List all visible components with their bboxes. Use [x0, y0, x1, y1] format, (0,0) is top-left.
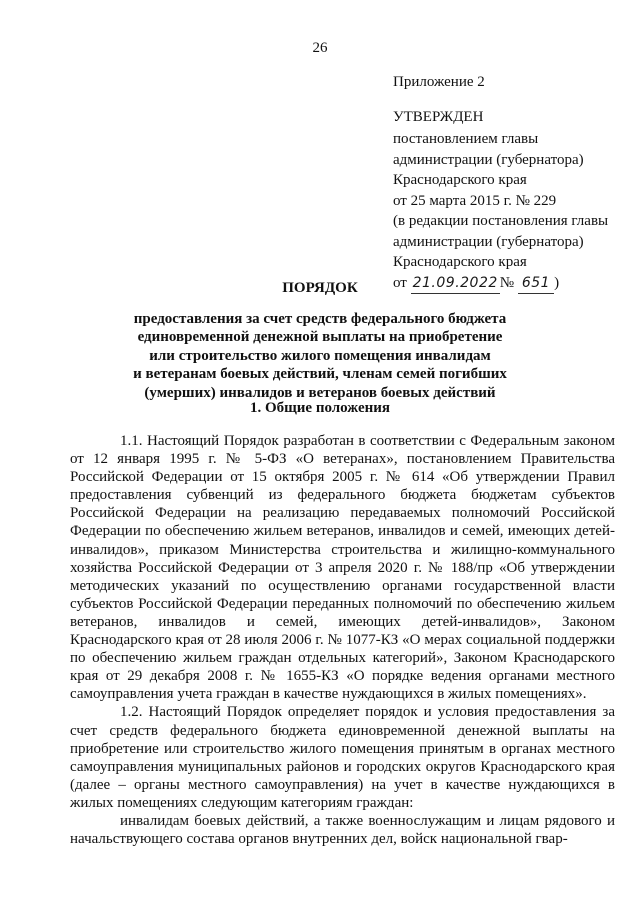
approval-block [393, 72, 608, 294]
body-text [70, 432, 615, 848]
approval-line: постановлением главы [393, 131, 539, 147]
approval-line: Краснодарского края [393, 254, 527, 270]
subtitle-line: или строительство жилого помещения инвалидам [149, 347, 491, 364]
paragraph: 1.2. Настоящий Порядок определяет порядок и условия предоставления за счет средств федерального бюджета единовременной денежной выплаты на приобретение или строительство жилого помещения принятым в органах местного самоуправления муниципальных районов и городских округов Краснодарского края (далее – органы местного самоуправления) на учет в качестве нуждающихся в жилых помещениях следующим категориям граждан: [70, 704, 615, 811]
approval-line: от 25 марта 2015 г. № 229 [393, 192, 557, 209]
approval-line: Краснодарского края [393, 172, 527, 188]
paragraph: инвалидам боевых действий, а также военнослужащим и лицам рядового и начальствующего состава органов внутренних дел, войск национальной гвар- [70, 812, 615, 848]
page-number: 26 [312, 40, 328, 56]
from-prefix: от [393, 274, 407, 291]
approval-line: администрации (губернатора) [393, 233, 584, 250]
document-title: ПОРЯДОК [282, 280, 358, 296]
subtitle-line: предоставления за счет средств федерального бюджета [133, 310, 507, 327]
number-sign: № [499, 274, 515, 291]
appendix-label: Приложение 2 [393, 74, 485, 90]
handwritten-number: 651 [518, 273, 554, 295]
document-title-block [0, 279, 640, 402]
section-heading: 1. Общие положения [249, 400, 391, 416]
closing-paren: ) [554, 274, 560, 291]
approval-line: администрации (губернатора) [393, 151, 584, 168]
subtitle-line: (умерших) инвалидов и ветеранов боевых действий [144, 384, 496, 401]
approved-label: УТВЕРЖДЕН [393, 108, 484, 125]
handwritten-date: 21.09.2022 [411, 273, 500, 295]
subtitle-line: и ветеранам боевых действий, членам семей погибших [133, 366, 507, 382]
paragraph: 1.1. Настоящий Порядок разработан в соответствии с Федеральным законом от 12 января 1995 г. № 5-ФЗ «О ветеранах», постановлением Правительства Российской Федерации от 15 октября 2005 г. № 614 «Об утверждении Правил предоставления субвенций из федерального бюджета бюджетам субъектов Российской Федерации на реализацию передаваемых полномочий Российской Федерации по обеспечению жильем ветеранов, инвалидов и семей, имеющих детей-инвалидов», приказом Министерства строительства и жилищно-коммунального хозяйства Российской Федерации от 3 апреля 2020 г. № 188/пр «Об утверждении методических указаний по осуществлению органами государственной власти субъектов Российской Федерации переданных полномочий по обеспечению жильем ветеранов, инвалидов и семей, имеющих детей-инвалидов», Законом Краснодарского края от 28 июля 2006 г. № 1077-КЗ «О мерах социальной поддержки по обеспечению жильем граждан отдельных категорий», Законом Краснодарского края от 29 декабря 2008 г. № 1655-КЗ «О порядке ведения органами местного самоуправления учета граждан в качестве нуждающихся в жилых помещениях». [70, 433, 615, 703]
approval-line: (в редакции постановления главы [393, 213, 609, 229]
subtitle-line: единовременной денежной выплаты на приобретение [137, 329, 503, 345]
